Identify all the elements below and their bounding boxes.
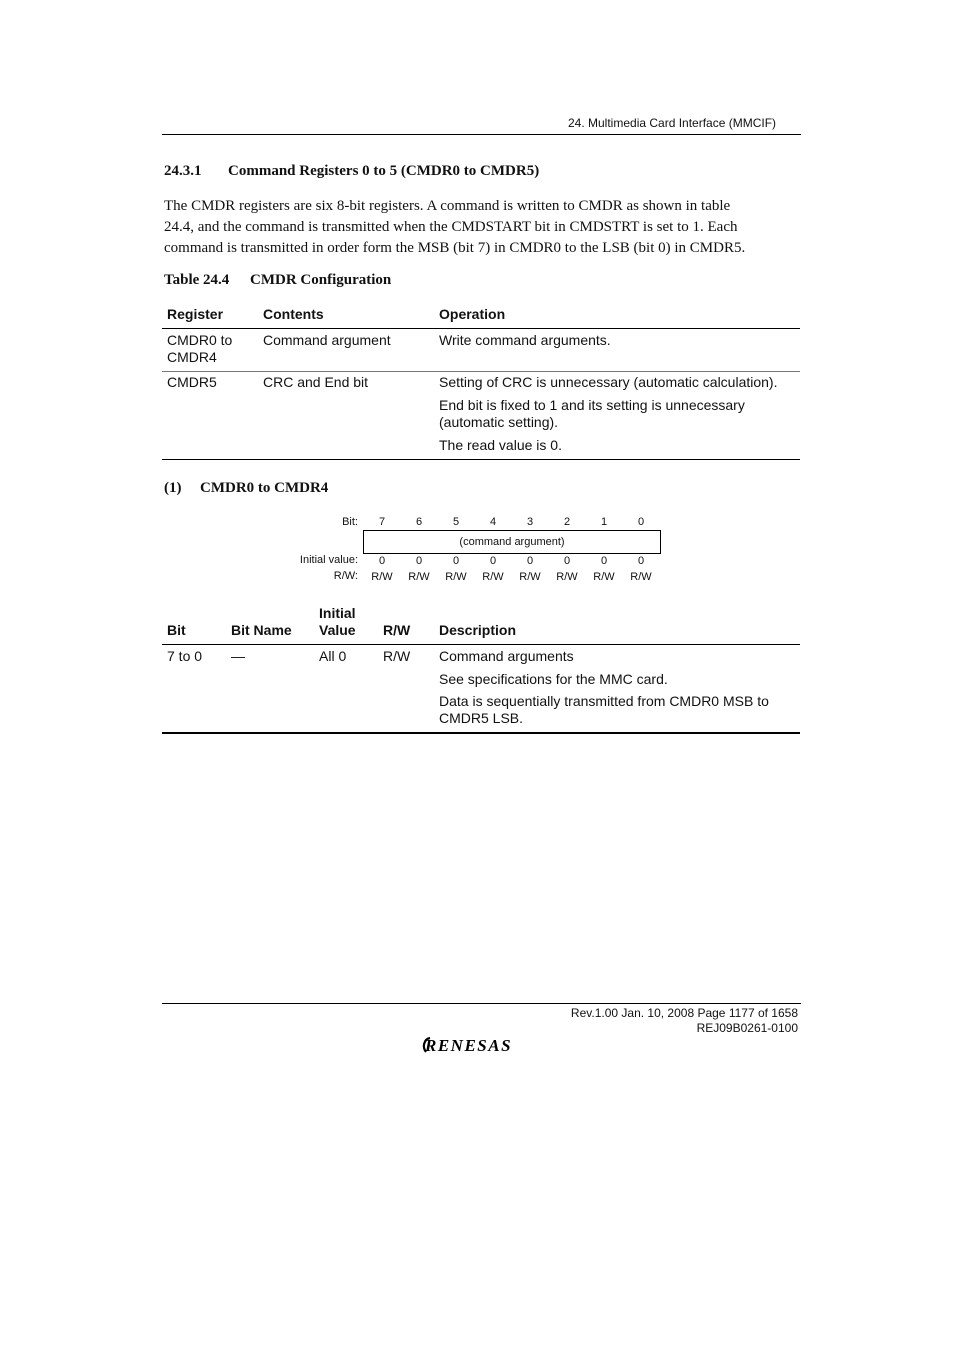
row-rw: R/W — [383, 648, 411, 664]
rw-value: R/W — [445, 571, 467, 583]
rw-value: R/W — [519, 571, 541, 583]
initial-value: 0 — [489, 555, 497, 567]
bit-number: 6 — [415, 516, 423, 528]
table-row-2-operation-2: End bit is fixed to 1 and its setting is unnecessary — [439, 397, 745, 413]
table-header-rule — [162, 328, 800, 329]
table-caption-number: Table 24.4 — [164, 272, 230, 288]
renesas-logo — [420, 1030, 542, 1058]
subsection-heading: CMDR0 to CMDR4 — [200, 480, 329, 496]
bit-number: 5 — [452, 516, 460, 528]
initial-value: 0 — [378, 555, 386, 567]
subsection-title — [164, 480, 328, 497]
table-row-1-register — [167, 332, 232, 366]
column-header-bit: Bit — [167, 622, 186, 638]
intro-line: The CMDR registers are six 8-bit registers. A command is written to CMDR as shown in table — [164, 198, 731, 214]
initial-value: 0 — [452, 555, 460, 567]
rw-label: R/W: — [333, 570, 358, 582]
bit-number: 1 — [600, 516, 608, 528]
rw-value: R/W — [630, 571, 652, 583]
section-title — [164, 163, 539, 180]
row-description-3: Data is sequentially transmitted from CMDR0 MSB to — [439, 693, 769, 709]
header-rule — [162, 134, 801, 135]
cmdr-configuration-table — [162, 300, 800, 462]
running-header: 24. Multimedia Card Interface (MMCIF) — [568, 116, 777, 130]
bit-number: 2 — [563, 516, 571, 528]
table-row-1-operation: Write command arguments. — [439, 332, 611, 348]
column-header-rw: R/W — [383, 622, 411, 638]
intro-paragraph — [164, 196, 804, 259]
row-initial-value: All 0 — [319, 648, 347, 664]
table-row-2-contents: CRC and End bit — [263, 374, 369, 390]
table-bottom-rule — [162, 732, 800, 734]
column-header-operation: Operation — [439, 306, 506, 322]
row-bit: 7 to 0 — [167, 648, 203, 664]
rw-value: R/W — [482, 571, 504, 583]
rw-value: R/W — [371, 571, 393, 583]
bit-row-label: Bit: — [342, 516, 358, 528]
footer-rule — [162, 1003, 801, 1004]
column-header-initial: Initial — [319, 605, 356, 621]
column-header-register: Register — [167, 306, 224, 322]
table-row-2-operation-3: (automatic setting). — [439, 414, 559, 430]
register-line: CMDR0 to — [167, 332, 233, 348]
table-row-2-register: CMDR5 — [167, 374, 217, 390]
rw-value: R/W — [408, 571, 430, 583]
initial-value-label: Initial value: — [299, 554, 358, 566]
bit-number: 3 — [526, 516, 534, 528]
initial-value: 0 — [415, 555, 423, 567]
rw-value: R/W — [593, 571, 615, 583]
row-description-2: See specifications for the MMC card. — [439, 671, 668, 687]
table-caption-title: CMDR Configuration — [250, 272, 392, 288]
bit-number: 0 — [637, 516, 645, 528]
bit-description-table — [162, 600, 800, 736]
table-row-divider — [162, 371, 800, 372]
bit-number: 4 — [489, 516, 497, 528]
subsection-number: (1) — [164, 480, 182, 496]
table-row-2-operation-4: The read value is 0. — [439, 437, 562, 453]
column-header-value: Value — [319, 622, 356, 638]
footer-doc-number: REJ09B0261-0100 — [696, 1021, 798, 1035]
bit-number: 7 — [378, 516, 386, 528]
table-row-1-contents: Command argument — [263, 332, 391, 348]
row-description-4: CMDR5 LSB. — [439, 710, 524, 726]
intro-line: command is transmitted in order form the MSB (bit 7) in CMDR0 to the LSB (bit 0) in CMDR5. — [164, 240, 746, 256]
intro-line: 24.4, and the command is transmitted when the CMDSTART bit in CMDSTRT is set to 1. Each — [164, 219, 738, 235]
rw-value: R/W — [556, 571, 578, 583]
bit-diagram — [280, 512, 680, 587]
initial-value: 0 — [637, 555, 645, 567]
logo-wordmark: RENESAS — [425, 1036, 513, 1055]
table-caption — [164, 272, 391, 289]
column-header-bit-name: Bit Name — [231, 622, 292, 638]
column-header-contents: Contents — [263, 306, 324, 322]
section-heading: Command Registers 0 to 5 (CMDR0 to CMDR5) — [228, 163, 540, 179]
row-description-1: Command arguments — [439, 648, 574, 664]
table-row-2-operation-1: Setting of CRC is unnecessary (automatic calculation). — [439, 374, 778, 390]
table-bottom-rule — [162, 459, 800, 460]
register-field-box: (command argument) — [363, 530, 661, 554]
section-number: 24.3.1 — [164, 163, 202, 179]
register-line: CMDR4 — [167, 349, 217, 365]
initial-value: 0 — [526, 555, 534, 567]
table-header-rule — [162, 644, 800, 645]
column-header-description: Description — [439, 622, 517, 638]
initial-value: 0 — [600, 555, 608, 567]
footer-revision: Rev.1.00 Jan. 10, 2008 Page 1177 of 1658 — [570, 1006, 798, 1020]
row-bit-name: — — [231, 648, 245, 664]
initial-value: 0 — [563, 555, 571, 567]
